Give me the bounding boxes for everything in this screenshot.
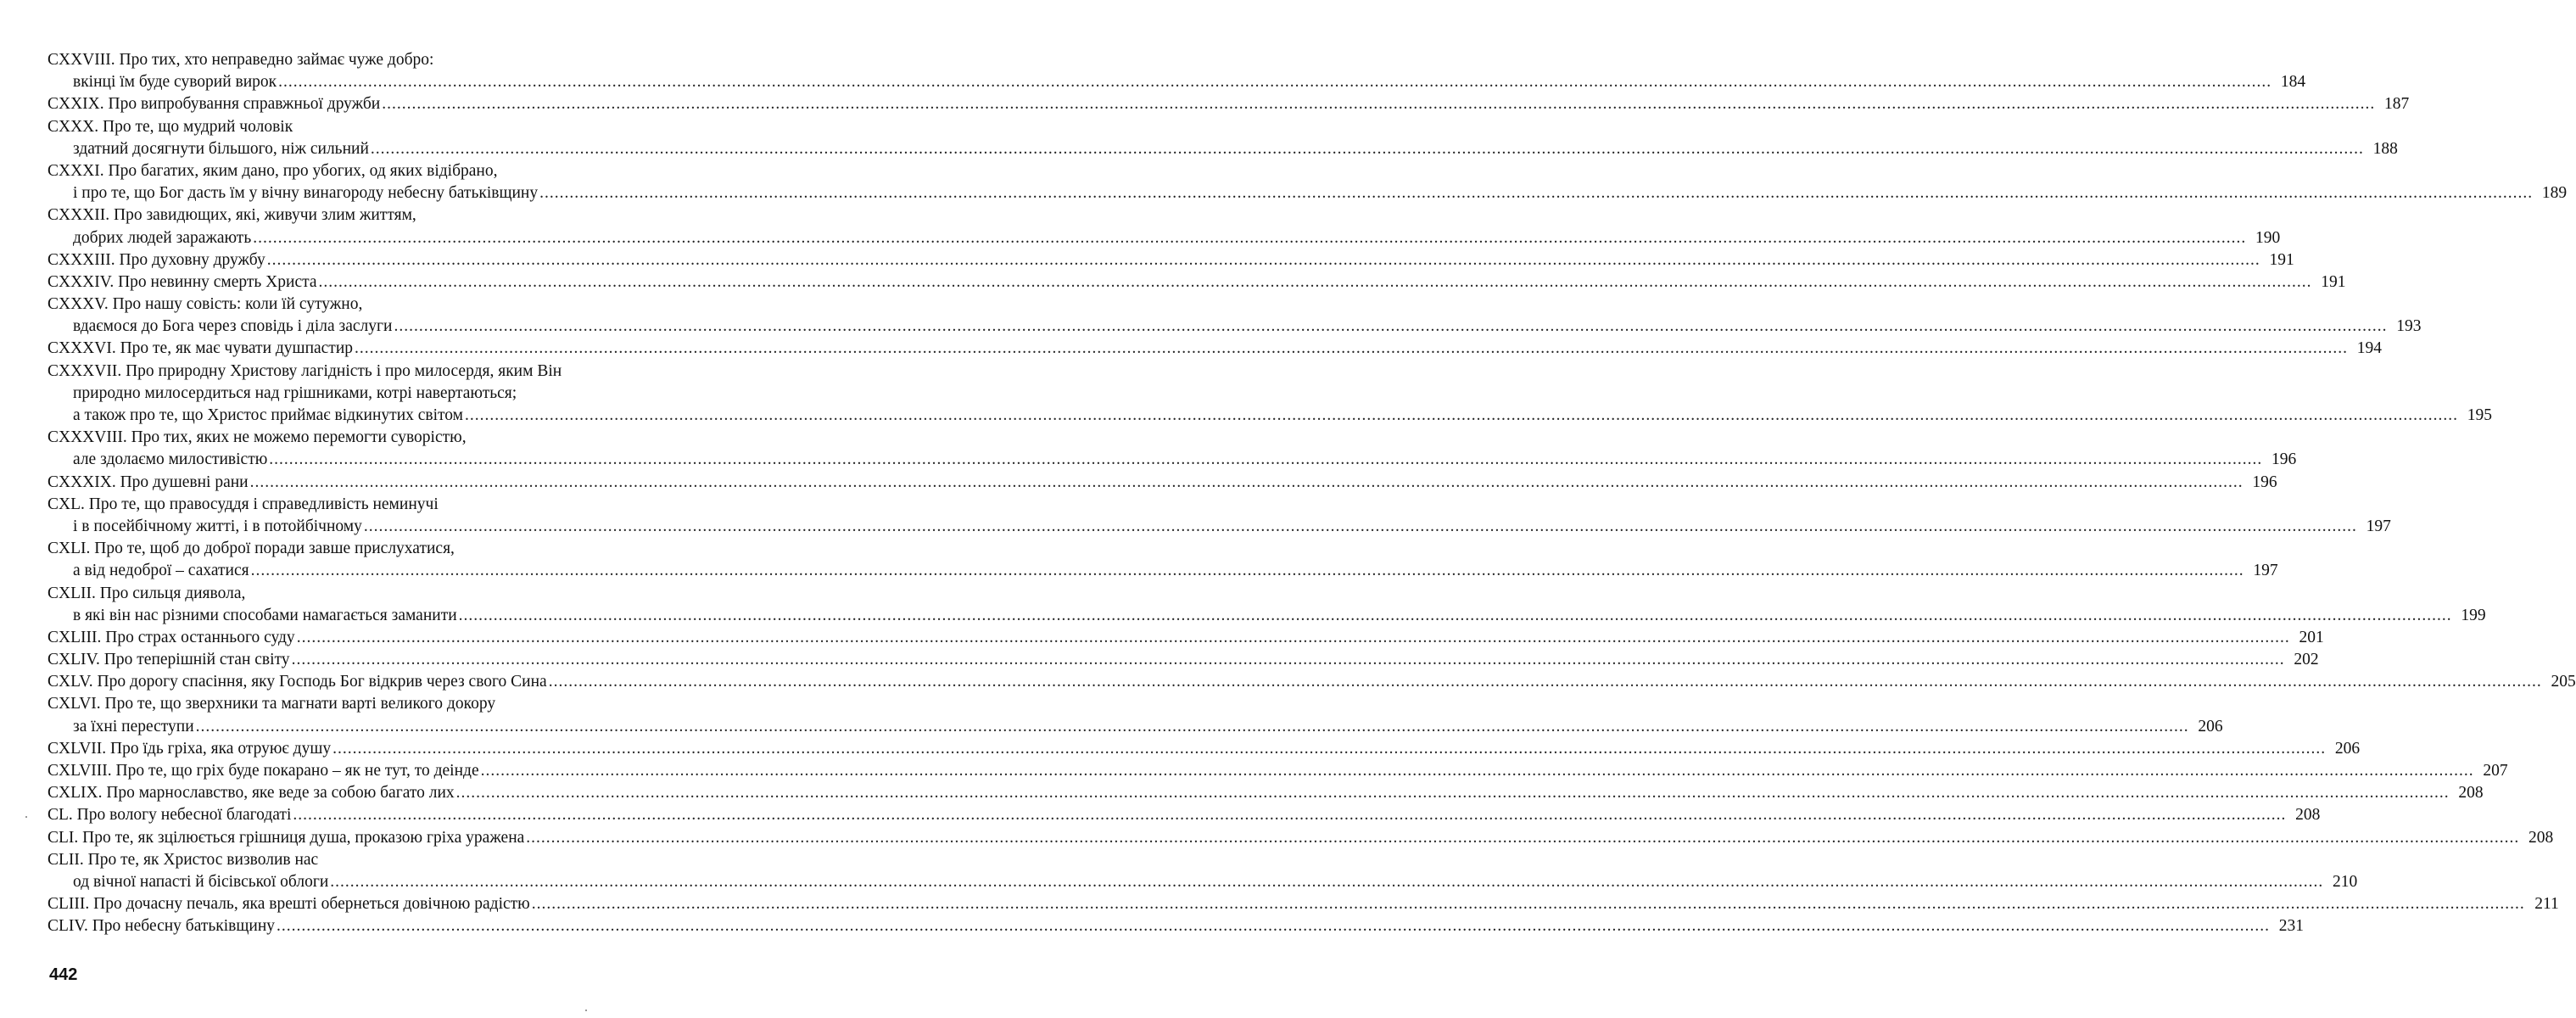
toc-page-number: 189 [2541, 184, 2568, 203]
toc-entry-text: CXXXIX. Про душевні рани [47, 473, 249, 491]
dot-leader: ................................................................................................................................................................................................................................................................................................................................................................................................................ [318, 272, 2312, 291]
toc-entry-text: CXXX. Про те, що мудрий чоловік [47, 117, 293, 136]
toc-page-number: 188 [2372, 139, 2398, 158]
toc-entry[interactable] [47, 671, 2576, 693]
dot-leader: ................................................................................................................................................................................................................................................................................................................................................................................................................ [195, 717, 2189, 736]
toc-entry-title [47, 782, 2484, 804]
toc-entry-text: CXXXII. Про завидющих, які, живучи злим життям, [47, 206, 416, 225]
dot-leader: ................................................................................................................................................................................................................................................................................................................................................................................................................ [480, 762, 2474, 780]
toc-entry-text: і в посейбічному житті, і в потойбічному [73, 517, 362, 535]
toc-entry-text: вкінці їм буде суворий вирок [73, 73, 277, 92]
toc-entry[interactable] [47, 804, 2321, 826]
toc-entry[interactable] [47, 361, 2493, 428]
toc-entry-text: CXLIX. Про марнославство, яке веде за собою багато лих [47, 784, 455, 803]
dot-leader: ................................................................................................................................................................................................................................................................................................................................................................................................................ [332, 739, 2327, 758]
toc-entry-continuation [47, 449, 2297, 471]
toc-entry-continuation [47, 716, 2223, 738]
dot-leader: ................................................................................................................................................................................................................................................................................................................................................................................................................ [531, 895, 2525, 914]
toc-entry-title [47, 693, 651, 715]
toc-page-number: 184 [2280, 73, 2306, 92]
toc-page-number: 190 [2255, 228, 2281, 247]
toc-page-number: 199 [2461, 606, 2486, 624]
dot-leader: ................................................................................................................................................................................................................................................................................................................................................................................................................ [278, 73, 2272, 92]
dot-leader: ................................................................................................................................................................................................................................................................................................................................................................................................................ [382, 95, 2376, 114]
toc-entry-title [47, 116, 651, 138]
toc-entry[interactable] [47, 472, 2277, 494]
toc-entry-title [47, 204, 651, 227]
toc-entry-title [47, 649, 2319, 671]
toc-entry-title [47, 538, 651, 560]
toc-entry-title [47, 472, 2277, 494]
toc-entry-title [47, 627, 2324, 649]
toc-page-number: 196 [2252, 473, 2277, 491]
toc-entry[interactable] [47, 249, 2294, 271]
toc-page-number: 196 [2271, 450, 2297, 469]
toc-entry-text: CLIII. Про дочасну печаль, яка врешті обернеться довічною радістю [47, 895, 530, 914]
toc-entry-continuation [47, 138, 2398, 160]
toc-entry[interactable] [47, 294, 2422, 338]
toc-entry-text: і про те, що Бог дасть їм у вічну винагороду небесну батьківщину [73, 184, 539, 203]
toc-entry-text: CXXVIII. Про тих, хто неправедно займає чуже добро: [47, 51, 434, 69]
toc-entry[interactable] [47, 160, 2568, 204]
dot-leader: ................................................................................................................................................................................................................................................................................................................................................................................................................ [548, 673, 2542, 691]
toc-entry[interactable] [47, 827, 2554, 849]
dot-leader: ................................................................................................................................................................................................................................................................................................................................................................................................................ [250, 562, 2244, 580]
toc-entry[interactable] [47, 915, 2305, 937]
toc-entry-title [47, 738, 2361, 760]
toc-entry[interactable] [47, 494, 2391, 538]
toc-entry-continuation [47, 383, 651, 405]
toc-page-number: 191 [2269, 250, 2294, 269]
dot-leader: ................................................................................................................................................................................................................................................................................................................................................................................................................ [293, 806, 2287, 825]
toc-entry[interactable] [47, 427, 2297, 471]
toc-entry[interactable] [47, 271, 2346, 294]
toc-page-number: 205 [2551, 673, 2576, 691]
toc-page-number: 193 [2396, 317, 2422, 336]
dot-leader: ................................................................................................................................................................................................................................................................................................................................................................................................................ [394, 317, 2388, 336]
dot-leader: ................................................................................................................................................................................................................................................................................................................................................................................................................ [249, 473, 2244, 491]
toc-page-number: 194 [2356, 339, 2383, 358]
dot-leader: ................................................................................................................................................................................................................................................................................................................................................................................................................ [455, 784, 2450, 803]
toc-entry-continuation [47, 516, 2391, 538]
toc-entry-title [47, 93, 2410, 115]
toc-entry-title [47, 804, 2321, 826]
print-speck [25, 816, 27, 818]
toc-entry-title [47, 294, 651, 316]
toc-page-number: 202 [2294, 651, 2319, 669]
print-speck [585, 1010, 587, 1011]
toc-entry-text: CLII. Про те, як Христос визволив нас [47, 850, 319, 869]
toc-entry[interactable] [47, 649, 2319, 671]
toc-entry-text: добрих людей заражають [73, 228, 252, 247]
toc-page-number: 207 [2483, 762, 2508, 780]
dot-leader: ................................................................................................................................................................................................................................................................................................................................................................................................................ [465, 406, 2459, 424]
toc-entry[interactable] [47, 693, 2223, 737]
dot-leader: ................................................................................................................................................................................................................................................................................................................................................................................................................ [330, 872, 2324, 891]
toc-page-number: 206 [2198, 717, 2223, 736]
dot-leader: ................................................................................................................................................................................................................................................................................................................................................................................................................ [363, 517, 2357, 535]
toc-entry-title [47, 160, 651, 182]
toc-entry[interactable] [47, 583, 2486, 627]
toc-page-number: 210 [2333, 872, 2358, 891]
dot-leader: ................................................................................................................................................................................................................................................................................................................................................................................................................ [296, 628, 2290, 646]
toc-entry-continuation [47, 182, 2568, 204]
toc-entry-continuation [47, 71, 2306, 93]
toc-entry-text: CXLI. Про те, щоб до доброї поради завше прислухатися, [47, 540, 455, 558]
toc-entry-text: CXLV. Про дорогу спасіння, яку Господь Бог відкрив через свого Сина [47, 673, 547, 691]
toc-entry-text: природно милосердиться над грішниками, котрі навертаються; [73, 383, 517, 402]
toc-entry-title [47, 338, 2383, 360]
toc-page-number: 208 [2529, 828, 2554, 847]
toc-entry[interactable] [47, 760, 2508, 782]
toc-page-number: 206 [2334, 739, 2361, 758]
toc-entry[interactable] [47, 627, 2324, 649]
toc-entry-text: CXXIX. Про випробування справжньої дружби [47, 95, 381, 114]
toc-entry-text: CXL. Про те, що правосуддя і справедливість неминучі [47, 495, 439, 513]
toc-entry-title [47, 671, 2576, 693]
dot-leader: ................................................................................................................................................................................................................................................................................................................................................................................................................ [291, 651, 2285, 669]
toc-page-number: 197 [2366, 517, 2391, 535]
toc-page-number: 211 [2534, 895, 2559, 914]
toc-entry-text: CXXXIV. Про невинну смерть Христа [47, 272, 317, 291]
dot-leader: ................................................................................................................................................................................................................................................................................................................................................................................................................ [370, 139, 2364, 158]
toc-entry-text: CXLII. Про сильця диявола, [47, 584, 246, 602]
toc-page-number: 197 [2253, 562, 2278, 580]
toc-entry[interactable] [47, 849, 2358, 893]
toc-entry-text: CXXXV. Про нашу совість: коли їй сутужно, [47, 295, 363, 314]
toc-entry-title [47, 893, 2559, 915]
toc-entry-continuation [47, 405, 2493, 427]
toc-entry-text: CLI. Про те, як зцілюється грішниця душа, проказою гріха уражена [47, 828, 525, 847]
toc-entry-text: CXLIV. Про теперішній стан світу [47, 651, 290, 669]
toc-entry-text: а від недоброї – сахатися [73, 562, 249, 580]
toc-entry-title [47, 427, 651, 449]
toc-entry-title [47, 915, 2305, 937]
toc-page-number: 231 [2278, 917, 2305, 936]
dot-leader: ................................................................................................................................................................................................................................................................................................................................................................................................................ [458, 606, 2452, 624]
dot-leader: ................................................................................................................................................................................................................................................................................................................................................................................................................ [269, 450, 2263, 469]
toc-entry-continuation [47, 227, 2281, 249]
toc-entry-text: CXXXIII. Про духовну дружбу [47, 250, 265, 269]
toc-entry-title [47, 760, 2508, 782]
toc-entry-text: CXLIII. Про страх останнього суду [47, 628, 295, 646]
toc-entry-text: CXLVI. Про те, що зверхники та магнати варті великого докору [47, 695, 496, 713]
toc-entry-title [47, 583, 651, 605]
dot-leader: ................................................................................................................................................................................................................................................................................................................................................................................................................ [355, 339, 2349, 358]
toc-entry-continuation [47, 605, 2486, 627]
toc-entry-title [47, 361, 651, 383]
table-of-contents [47, 49, 2576, 938]
toc-entry-title [47, 827, 2554, 849]
toc-entry-text: CXXXVI. Про те, як має чувати душпастир [47, 339, 354, 358]
toc-page-number: 195 [2467, 406, 2493, 424]
toc-entry-text: CL. Про вологу небесної благодаті [47, 806, 292, 825]
toc-entry-text: здатний досягнути більшого, ніж сильний [73, 139, 369, 158]
toc-page-number: 208 [2295, 806, 2321, 825]
toc-entry[interactable] [47, 93, 2410, 115]
toc-entry-text: але здолаємо милостивістю [73, 450, 268, 469]
toc-page-number: 191 [2321, 272, 2346, 291]
toc-entry-text: а також про те, що Христос приймає відкинутих світом [73, 406, 464, 424]
toc-entry[interactable] [47, 893, 2559, 915]
toc-page-number: 187 [2384, 95, 2410, 114]
page-number: 442 [49, 965, 78, 984]
toc-entry-continuation [47, 871, 2358, 893]
toc-entry-text: за їхні переступи [73, 717, 194, 736]
toc-entry-text: CXXXI. Про багатих, яким дано, про убогих, од яких відібрано, [47, 161, 498, 180]
toc-entry-text: CXLVII. Про їдь гріха, яка отруює душу [47, 739, 332, 758]
toc-entry-text: CXXXVII. Про природну Христову лагідність і про милосердя, яким Він [47, 361, 562, 380]
toc-entry[interactable] [47, 204, 2281, 249]
toc-entry-continuation [47, 316, 2422, 338]
dot-leader: ................................................................................................................................................................................................................................................................................................................................................................................................................ [539, 184, 2534, 203]
toc-entry-title [47, 49, 651, 71]
dot-leader: ................................................................................................................................................................................................................................................................................................................................................................................................................ [253, 228, 2247, 247]
toc-entry-title [47, 494, 651, 516]
toc-entry-text: вдаємося до Бога через сповідь і діла заслуги [73, 317, 393, 336]
toc-page-number: 201 [2299, 628, 2324, 646]
toc-entry-text: CXLVIII. Про те, що гріх буде покарано – як не тут, то деінде [47, 762, 479, 780]
toc-entry[interactable] [47, 738, 2361, 760]
toc-entry-title [47, 271, 2346, 294]
dot-leader: ................................................................................................................................................................................................................................................................................................................................................................................................................ [277, 917, 2271, 936]
toc-entry-text: CLIV. Про небесну батьківщину [47, 917, 276, 936]
toc-entry-text: CXXXVIII. Про тих, яких не можемо перемогти суворістю, [47, 428, 467, 447]
toc-entry[interactable] [47, 538, 2278, 582]
dot-leader: ................................................................................................................................................................................................................................................................................................................................................................................................................ [526, 828, 2520, 847]
toc-entry-title [47, 249, 2294, 271]
toc-entry-text: од вічної напасті й бісівської облоги [73, 872, 329, 891]
dot-leader: ................................................................................................................................................................................................................................................................................................................................................................................................................ [266, 250, 2260, 269]
toc-entry-text: в які він нас різними способами намагається заманити [73, 606, 457, 624]
toc-entry-title [47, 849, 651, 871]
toc-entry[interactable] [47, 782, 2484, 804]
toc-entry[interactable] [47, 116, 2398, 160]
toc-entry[interactable] [47, 49, 2306, 93]
toc-page-number: 208 [2458, 784, 2484, 803]
toc-entry[interactable] [47, 338, 2383, 360]
toc-entry-continuation [47, 560, 2278, 582]
